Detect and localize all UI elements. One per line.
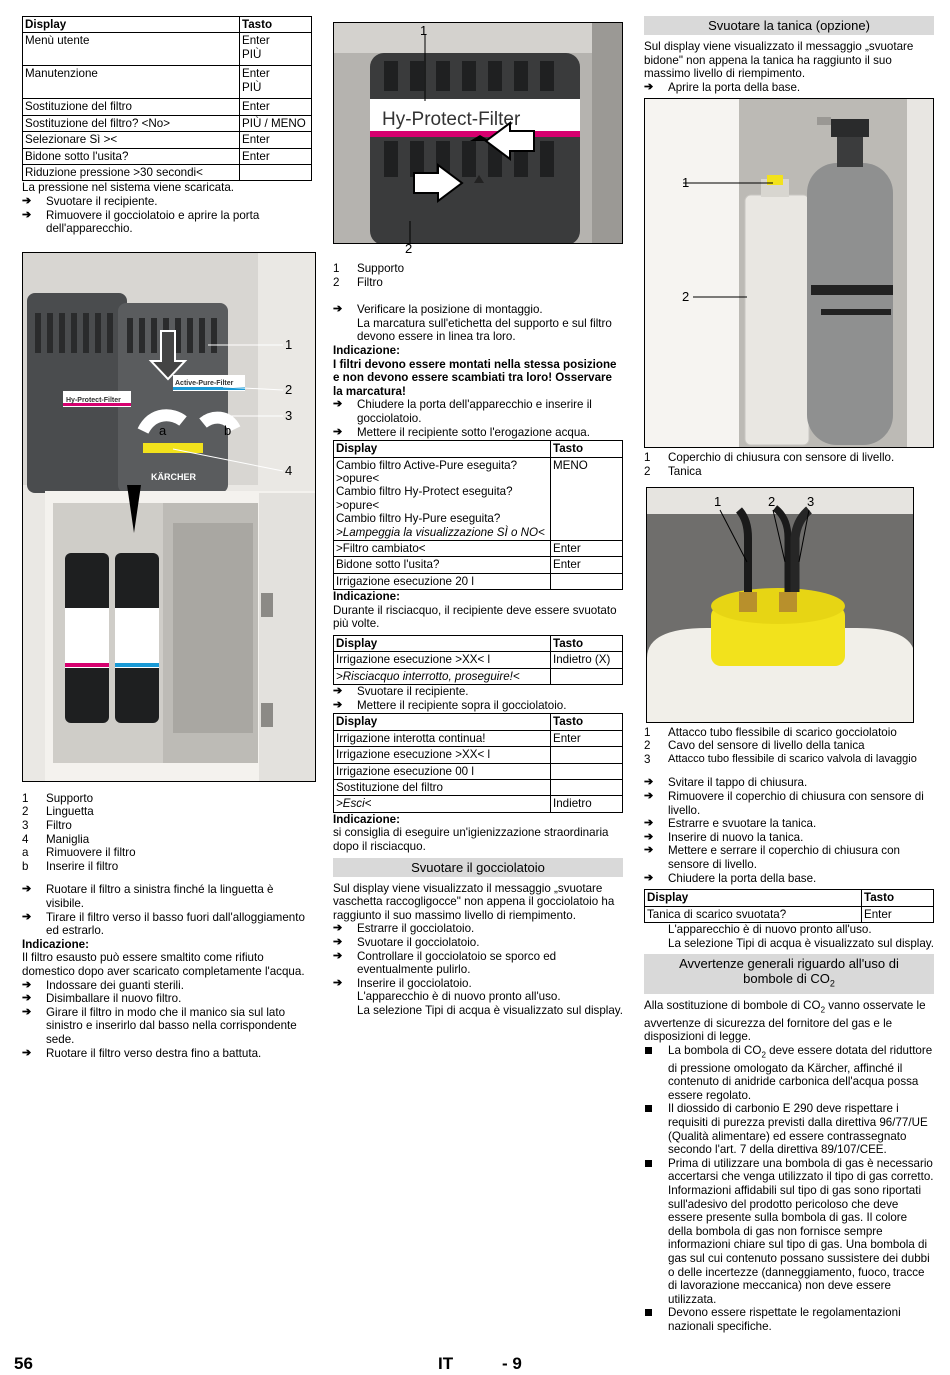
table-row (334, 573, 623, 589)
table-cell: >Risciacquo interrotto, proseguire!< (334, 668, 551, 684)
body-text: La pressione nel sistema viene scaricata. (22, 181, 235, 195)
step-continuation: La marcatura sull'etichetta del supporto e sul filtro devono essere in linea tra loro. (357, 316, 612, 344)
th-display: Display (334, 441, 551, 457)
step-continuation: L'apparecchio è di nuovo pronto all'uso. (357, 990, 561, 1004)
table-cell (240, 66, 312, 99)
table-cell: Manutenzione (23, 66, 240, 99)
th-display: Display (334, 714, 551, 730)
legend-text: Supporto (357, 262, 405, 275)
legend-item (644, 726, 934, 740)
tank-cabinet-illustration (645, 99, 934, 448)
step-item: ➔ Controllare il gocciolatoio se sporco ed eventualmente pulirlo. (333, 950, 623, 977)
table-cell (551, 573, 623, 589)
step-item: ➔ Chiudere la porta della base. (644, 872, 934, 886)
fig-callout-2: 2 (405, 241, 413, 256)
step-item: ➔ Rimuovere il coperchio di chiusura con sensore di livello. (644, 790, 934, 817)
step-item: ➔ Rimuovere il gocciolatoio e aprire la porta dell'apparecchio. (22, 209, 312, 236)
fig-callout-1: 1 (420, 23, 428, 38)
figure-filter-alignment (333, 22, 623, 244)
bullet-item: Devono essere rispettate le regolamentazioni nazionali specifiche. (644, 1306, 934, 1333)
table-cell: Enter (551, 730, 623, 746)
table-tank-emptied (644, 889, 934, 923)
figure-tank-cap (646, 487, 914, 723)
table-cell: Indietro (X) (551, 652, 623, 668)
legend-key: b (22, 859, 29, 873)
table-row (23, 165, 312, 181)
cell-line: >Lampeggia la visualizzazione SÌ o NO< (336, 525, 545, 539)
table-cell: Menù utente (23, 33, 240, 66)
legend-text: Inserire il filtro (46, 859, 119, 873)
th-tasto: Tasto (862, 890, 934, 906)
body-text (644, 999, 934, 1044)
heading-line: Avvertenze generali riguardo all'uso di (679, 956, 899, 972)
step-item: ➔ Mettere il recipiente sopra il gocciolatoio. (333, 699, 623, 713)
legend-key: 3 (22, 819, 29, 832)
table-cell (240, 165, 312, 181)
text-part: deve essere dotata del riduttore di pressione omologato da Kärcher, affinché il contenuto di anidride carbonica dell'acqua possa essere regolato. (668, 1043, 933, 1102)
legend-item (22, 846, 312, 860)
figure-filter-removal (22, 252, 316, 782)
step-item: ➔ Verificare la posizione di montaggio. (333, 303, 623, 317)
legend-key: a (22, 846, 29, 860)
fig-callout-3: 3 (285, 407, 293, 423)
table-row (23, 148, 312, 164)
step-item: ➔ Estrarre e svuotare la tanica. (644, 817, 934, 831)
fig-callout-2: 2 (768, 493, 776, 509)
th-tasto: Tasto (551, 714, 623, 730)
table-cell: Tanica di scarico svuotata? (645, 906, 862, 922)
fig-callout-b: b (224, 422, 232, 438)
section-heading-co2 (644, 954, 934, 994)
table-row (334, 652, 623, 668)
text-part: Alla sostituzione di bombole di CO (644, 998, 821, 1012)
fig-callout-a: a (159, 422, 167, 438)
table-rinse-continue (333, 713, 623, 812)
step-item: ➔ Inserire di nuovo la tanica. (644, 831, 934, 845)
table-cell (240, 33, 312, 66)
table-row (334, 668, 623, 684)
th-display: Display (645, 890, 862, 906)
heading-line (648, 971, 930, 992)
step-item: ➔ Estrarre il gocciolatoio. (333, 922, 623, 936)
step-item: ➔ Svuotare il recipiente. (333, 685, 623, 699)
legend-key: 1 (644, 725, 651, 739)
table-cell: Sostituzione del filtro? <No> (23, 115, 240, 131)
legend-item (22, 805, 312, 819)
body-text: Sul display viene visualizzato il messaggio „svuotare vaschetta raccogligocce" non appena il gocciolatoio ha raggiunto il suo massimo livello di riempimento. (333, 881, 615, 922)
fig-callout-2: 2 (285, 381, 293, 397)
note-title: Indicazione: (333, 590, 400, 604)
th-tasto: Tasto (240, 17, 312, 33)
fig-callout-1: 1 (682, 175, 690, 191)
table-row (23, 33, 312, 66)
table-row (334, 730, 623, 746)
subscript: 2 (829, 978, 835, 989)
legend-text: Maniglia (46, 832, 90, 846)
text-part: La bombola di CO (668, 1043, 762, 1057)
note-text: I filtri devono essere montati nella stessa posizione e non devono essere scambiati tra loro! Osservare la marcatura! (333, 357, 617, 398)
fig-label-hy-protect: Hy-Protect-Filter (66, 396, 121, 404)
th-display: Display (23, 17, 240, 33)
legend-text: Attacco tubo flessibile di scarico gocciolatoio (668, 725, 897, 739)
legend-key: 2 (333, 275, 340, 289)
legend-key: 1 (644, 451, 651, 465)
table-rinse (333, 635, 623, 685)
table-cell: Irrigazione esecuzione >XX< l (334, 652, 551, 668)
cell-line: Enter PIÙ (242, 67, 270, 94)
fig-callout-1: 1 (285, 336, 293, 352)
table-row (334, 457, 623, 540)
table-cell: Irrigazione esecuzione 00 l (334, 763, 551, 779)
legend-key: 2 (644, 464, 651, 478)
legend-key: 4 (22, 832, 29, 846)
legend-item (22, 819, 312, 833)
fig-callout-2: 2 (682, 289, 690, 305)
table-row (23, 66, 312, 99)
step-item: ➔ Svuotare il recipiente. (22, 195, 312, 209)
legend-item (644, 753, 934, 767)
legend-text: Attacco tubo flessibile di scarico valvola di lavaggio (668, 752, 917, 765)
step-item: ➔ Mettere il recipiente sotto l'erogazione acqua. (333, 426, 623, 440)
note-title: Indicazione: (333, 812, 400, 826)
note-title: Indicazione: (22, 937, 89, 951)
filter-removal-illustration (23, 253, 316, 782)
cell-line: Cambio filtro Hy-Protect eseguita? >opure< (336, 485, 513, 512)
step-continuation: La selezione Tipi di acqua è visualizzato sul display. (357, 1003, 623, 1017)
fig-callout-1: 1 (714, 493, 722, 509)
legend-item (644, 465, 934, 479)
table-cell (334, 457, 551, 540)
legend-item (644, 451, 934, 465)
table-cell: PIÙ / MENO (240, 115, 312, 131)
subscript: 2 (820, 1005, 826, 1014)
column-1 (22, 16, 312, 1060)
legend-text: Linguetta (46, 805, 94, 819)
legend-text: Filtro (46, 819, 72, 832)
table-cell (551, 763, 623, 779)
step-item: ➔ Disimballare il nuovo filtro. (22, 992, 312, 1006)
th-display: Display (334, 635, 551, 651)
table-menu-navigation (22, 16, 312, 181)
fig-label-hy-protect-large: Hy-Protect-Filter (382, 109, 521, 130)
table-cell: Bidone sotto l'usita? (334, 557, 551, 573)
column-3 (644, 16, 934, 1334)
step-item: ➔ Chiudere la porta dell'apparecchio e inserire il gocciolatoio. (333, 398, 623, 425)
subscript: 2 (761, 1050, 766, 1060)
step-item: ➔ Ruotare il filtro a sinistra finché la linguetta è visibile. (22, 883, 312, 910)
legend-key: 3 (644, 752, 651, 766)
text-part: vanno osservate le avvertenze di sicurezza del fornitore del gas e le disposizioni di legge. (644, 998, 926, 1044)
heading-text: bombole di CO (743, 971, 830, 987)
legend-text: Filtro (357, 275, 383, 289)
language-code: IT (438, 1354, 454, 1374)
table-row (23, 99, 312, 115)
fig-label-active-pure: Active-Pure-Filter (175, 379, 234, 387)
table-cell: Enter (551, 557, 623, 573)
fig-label-karcher: KÄRCHER (151, 471, 196, 482)
table-cell: Sostituzione del filtro (334, 780, 551, 796)
table-cell: Irrigazione esecuzione 20 l (334, 573, 551, 589)
section-page-text: - 9 (502, 1354, 522, 1374)
table-row (334, 747, 623, 763)
table-cell: Bidone sotto l'usita? (23, 148, 240, 164)
note-text: Durante il risciacquo, il recipiente deve essere svuotato più volte. (333, 603, 617, 631)
legend-item (333, 262, 623, 276)
step-item: ➔ Tirare il filtro verso il basso fuori dall'alloggiamento ed estrarlo. (22, 911, 312, 938)
table-row (334, 796, 623, 812)
note-title: Indicazione: (333, 343, 400, 357)
step-item: ➔ Indossare dei guanti sterili. (22, 979, 312, 993)
table-row (334, 540, 623, 556)
th-tasto: Tasto (551, 635, 623, 651)
filter-alignment-illustration (334, 23, 623, 244)
table-cell: MENO (551, 457, 623, 540)
table-cell: Enter (240, 148, 312, 164)
legend-key: 2 (644, 739, 651, 753)
table-cell: Enter (240, 132, 312, 148)
step-item: ➔ Ruotare il filtro verso destra fino a battuta. (22, 1047, 312, 1061)
note-text: si consiglia di eseguire un'igienizzazione straordinaria dopo il risciacquo. (333, 826, 609, 853)
legend-text: Supporto (46, 791, 94, 805)
table-cell: Sostituzione del filtro (23, 99, 240, 115)
table-cell: >Esci< (334, 796, 551, 812)
legend-text: Tanica (668, 464, 702, 478)
table-row (334, 780, 623, 796)
step-item: ➔ Mettere e serrare il coperchio di chiusura con sensore di livello. (644, 844, 934, 871)
step-item: ➔ Girare il filtro in modo che il manico sia sul lato sinistro e inserirlo dal basso nella corrispondente sede. (22, 1006, 312, 1047)
step-item: ➔ Inserire il gocciolatoio. (333, 977, 623, 991)
column-2 (333, 22, 623, 1018)
table-cell (551, 780, 623, 796)
bullet-item: Prima di utilizzare una bombola di gas è necessario accertarsi che venga utilizzato il tipo di gas corretto. Informazioni affidabili sul tipo di gas sono riportati sull'adesivo del prodotto pericoloso che deve essere presente sulla bombola di gas. Il colore della bombola di gas non fornisce sempre informazioni chiare sul tipo di gas. Una bombola di gas sul cui contenuto possano sussistere dei dubbi o delle incertezze (danneggiamento, fuoco, tracce di lavorazione meccanica) non deve essere utilizzata. (644, 1157, 934, 1307)
fig-callout-4: 4 (285, 462, 293, 478)
section-heading-tank: Svuotare la tanica (opzione) (644, 16, 934, 35)
body-text: Sul display viene visualizzato il messaggio „svuotare bidone" non appena la tanica ha raggiunto il suo massimo livello di riempimento. (644, 40, 914, 81)
table-cell (551, 747, 623, 763)
cell-line: Cambio filtro Hy-Pure eseguita? (336, 512, 501, 526)
figure-tank-cabinet (644, 98, 934, 448)
table-cell: Indietro (551, 796, 623, 812)
bullet-item: Il diossido di carbonio E 290 deve rispettare i requisiti di purezza previsti dalla direttiva 96/77/UE (Qualità alimentare) ed essere contrassegnato secondo l'art. 7 della direttiva 89/107/CEE. (644, 1102, 934, 1156)
step-continuation: L'apparecchio è di nuovo pronto all'uso. (668, 922, 872, 936)
table-row (334, 763, 623, 779)
table-cell: Irrigazione esecuzione >XX< l (334, 747, 551, 763)
step-item: ➔ Svuotare il gocciolatoio. (333, 936, 623, 950)
legend-key: 2 (22, 805, 29, 819)
table-cell: >Filtro cambiato< (334, 540, 551, 556)
table-row (334, 557, 623, 573)
legend-text: Coperchio di chiusura con sensore di livello. (668, 451, 895, 465)
table-cell: Enter (862, 906, 934, 922)
table-cell: Selezionare Sì >< (23, 132, 240, 148)
legend-item (22, 833, 312, 847)
legend-text: Rimuovere il filtro (46, 846, 136, 860)
page-number: 56 (14, 1354, 33, 1374)
tank-cap-illustration (647, 488, 914, 723)
section-page-number (502, 1354, 522, 1374)
step-item: ➔ Aprire la porta della base. (644, 81, 934, 95)
table-cell: Enter (551, 540, 623, 556)
step-item: ➔ Svitare il tappo di chiusura. (644, 776, 934, 790)
th-tasto: Tasto (551, 441, 623, 457)
table-row (23, 115, 312, 131)
legend-item (333, 276, 623, 290)
section-heading-drip-tray: Svuotare il gocciolatoio (333, 858, 623, 877)
bullet-item (644, 1044, 934, 1103)
table-row (645, 906, 934, 922)
table-cell: Enter (240, 99, 312, 115)
table-filter-change (333, 440, 623, 590)
table-row (23, 132, 312, 148)
cell-line: Enter PIÙ (242, 34, 270, 61)
fig-callout-3: 3 (807, 493, 815, 509)
cell-line: Cambio filtro Active-Pure eseguita? >opure< (336, 458, 518, 485)
legend-key: 1 (22, 791, 29, 805)
legend-item (644, 739, 934, 753)
note-text: Il filtro esausto può essere smaltito come rifiuto domestico dopo aver scaricato completamente l'acqua. (22, 951, 305, 978)
legend-text: Cavo del sensore di livello della tanica (668, 739, 865, 753)
legend-item (22, 860, 312, 874)
step-continuation: La selezione Tipi di acqua è visualizzato sul display. (668, 936, 934, 950)
table-cell: Irrigazione interotta continua! (334, 730, 551, 746)
table-cell: Riduzione pressione >30 secondi< (23, 165, 240, 181)
legend-key: 1 (333, 262, 340, 275)
legend-item (22, 792, 312, 806)
table-cell (551, 668, 623, 684)
